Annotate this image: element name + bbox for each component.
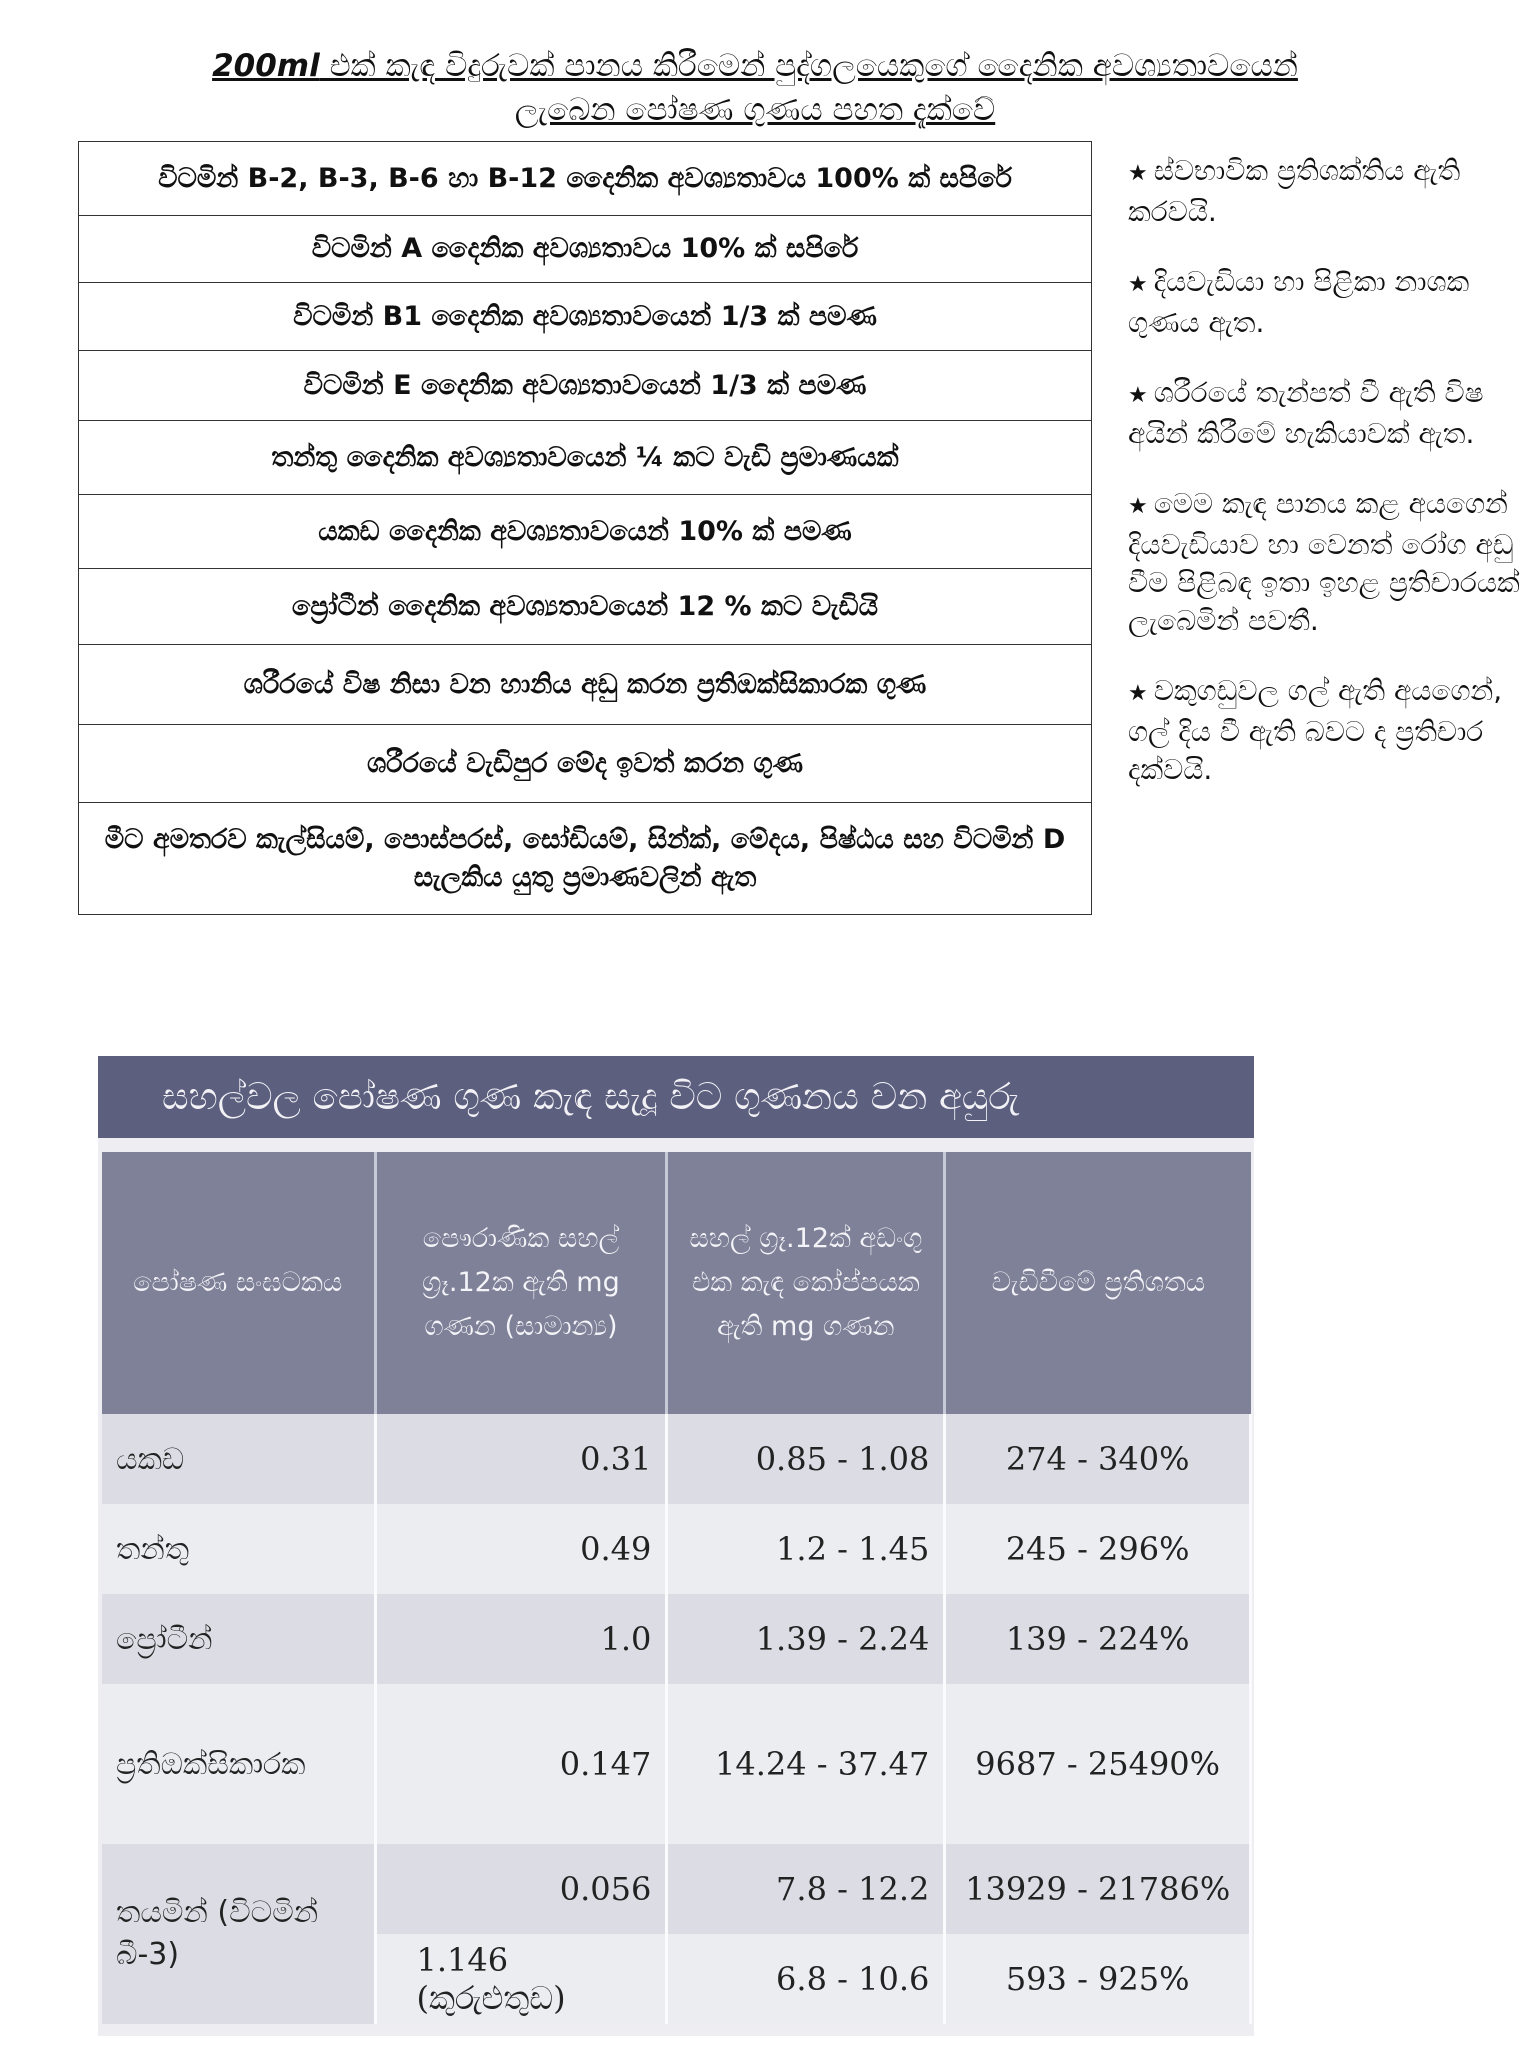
star-icon: ★ [1128,681,1148,706]
fact-row: ශරීරයේ විෂ නිසා වන හානිය අඩු කරන ප්‍රතිඔක්සිකාරක ගුණ [79,645,1092,725]
title-line-2: ලැබෙන පෝෂණ ගුණය පහත දැක්වේ [514,92,996,128]
star-icon: ★ [1128,383,1148,408]
title-volume: 200ml [212,48,320,84]
fact-row: ප්‍රෝටීන් දෛනික අවශ්‍යතාවයෙන් 12 % කට වැඩියි [79,569,1092,645]
cup-mg-cell: 14.24 - 37.47 [667,1684,945,1844]
table-row [102,1504,1251,1594]
header-ancient-mg: පෞරාණික සහල් ග්‍රෑ.12ක ඇති mg ගණන (සාමාන්‍ය) [375,1152,667,1414]
title-line-1 [150,44,1360,88]
note-item [1128,485,1528,640]
cup-mg-cell: 1.39 - 2.24 [667,1594,945,1684]
fact-row: විටමින් E දෛනික අවශ්‍යතාවයෙන් 1/3 ක් පමණ [79,351,1092,421]
table-row [102,1844,1251,1934]
star-icon: ★ [1128,161,1148,186]
note-item [1128,152,1528,231]
increase-cell: 13929 - 21786% [945,1844,1251,1934]
increase-cell: 139 - 224% [945,1594,1251,1684]
nutrient-cell: තන්තු [102,1504,375,1594]
cup-mg-cell: 1.2 - 1.45 [667,1504,945,1594]
fact-row: තන්තු දෛනික අවශ්‍යතාවයෙන් ¼ කට වැඩි ප්‍රමාණයක් [79,421,1092,495]
page-title [150,44,1360,132]
increase-cell: 593 - 925% [945,1934,1251,2024]
nutrient-cell: යකඩ [102,1414,375,1504]
nutrient-cell-thiamine: තයමින් (විටමින් බී-3) [102,1844,375,2024]
note-text: ස්වභාවික ප්‍රතිශක්තිය ඇති කරවයි. [1128,154,1461,228]
benefits-notes [1128,152,1528,821]
note-item [1128,263,1528,342]
ancient-mg-cell: 0.056 [375,1844,667,1934]
cup-mg-cell: 0.85 - 1.08 [667,1414,945,1504]
ancient-mg-cell: 1.0 [375,1594,667,1684]
increase-cell: 9687 - 25490% [945,1684,1251,1844]
table-row [102,1594,1251,1684]
increase-cell: 245 - 296% [945,1504,1251,1594]
nutrient-cell: ප්‍රතිඔක්සිකාරක [102,1684,375,1844]
fact-row: මීට අමතරව කැල්සියම්, පොස්පරස්, සෝඩියම්, සින්ක්, මේදය, පිෂ්ඨය සහ විටමින් D සැලකිය යුතු ප්‍රමාණවලින් ඇත [79,803,1092,915]
note-item [1128,374,1528,453]
note-item [1128,672,1528,789]
nutrition-facts-table [78,141,1092,915]
ancient-mg-note: (කුරුළුතුඩ) [416,1978,566,2017]
fact-row: විටමින් B1 දෛනික අවශ්‍යතාවයෙන් 1/3 ක් පමණ [79,283,1092,351]
header-increase: වැඩිවීමේ ප්‍රතිශතය [945,1152,1251,1414]
header-nutrient: පෝෂණ සංඝටකය [102,1152,375,1414]
note-text: වකුගඩුවල ගල් ඇති අයගෙන්, ගල් දිය වී ඇති බවට ද ප්‍රතිචාර දක්වයි. [1128,674,1503,786]
note-text: දියවැඩියා හා පිළිකා නාශක ගුණය ඇත. [1128,265,1470,339]
fact-row: විටමින් A දෛනික අවශ්‍යතාවය 10% ක් සපිරේ [79,216,1092,283]
rice-table-title: සහල්වල පෝෂණ ගුණ කැඳ සැදූ විට ගුණනය වන අයුරු [98,1056,1254,1138]
ancient-mg-cell [375,1934,667,2024]
ancient-mg-cell: 0.147 [375,1684,667,1844]
fact-row: ශරීරයේ වැඩිපුර මේද ඉවත් කරන ගුණ [79,725,1092,803]
ancient-mg-cell: 0.49 [375,1504,667,1594]
rice-nutrition-image [98,1056,1254,2036]
fact-row: යකඩ දෛනික අවශ්‍යතාවයෙන් 10% ක් පමණ [79,495,1092,569]
cup-mg-cell: 6.8 - 10.6 [667,1934,945,2024]
rice-nutrition-table [102,1152,1252,2024]
star-icon: ★ [1128,494,1148,519]
title-line-1-text: එක් කැඳ විදුරුවක් පානය කිරීමෙන් පුද්ගලයෙකුගේ දෛනික අවශ්‍යතාවයෙන් [319,48,1298,84]
table-row [102,1414,1251,1504]
note-text: මෙම කැඳ පානය කළ අයගෙන් දියවැඩියාව හා වෙනත් රෝග අඩු වීම පිළිබඳ ඉතා ඉහළ ප්‍රතිචාරයක් ලැබෙමින් පවතී. [1128,487,1520,637]
ancient-mg-value: 1.146 [416,1940,509,1979]
nutrient-cell: ප්‍රෝටීන් [102,1594,375,1684]
note-text: ශරීරයේ තැන්පත් වී ඇති විෂ අයින් කිරීමේ හැකියාවක් ඇත. [1128,376,1484,450]
cup-mg-cell: 7.8 - 12.2 [667,1844,945,1934]
table-row [102,1684,1251,1844]
fact-row: විටමින් B-2, B-3, B-6 හා B-12 දෛනික අවශ්‍යතාවය 100% ක් සපිරේ [79,142,1092,216]
star-icon: ★ [1128,272,1148,297]
header-cup-mg: සහල් ග්‍රෑ.12ක් අඩංගු එක කැඳ කෝප්පයක ඇති mg ගණන [667,1152,945,1414]
ancient-mg-cell: 0.31 [375,1414,667,1504]
increase-cell: 274 - 340% [945,1414,1251,1504]
